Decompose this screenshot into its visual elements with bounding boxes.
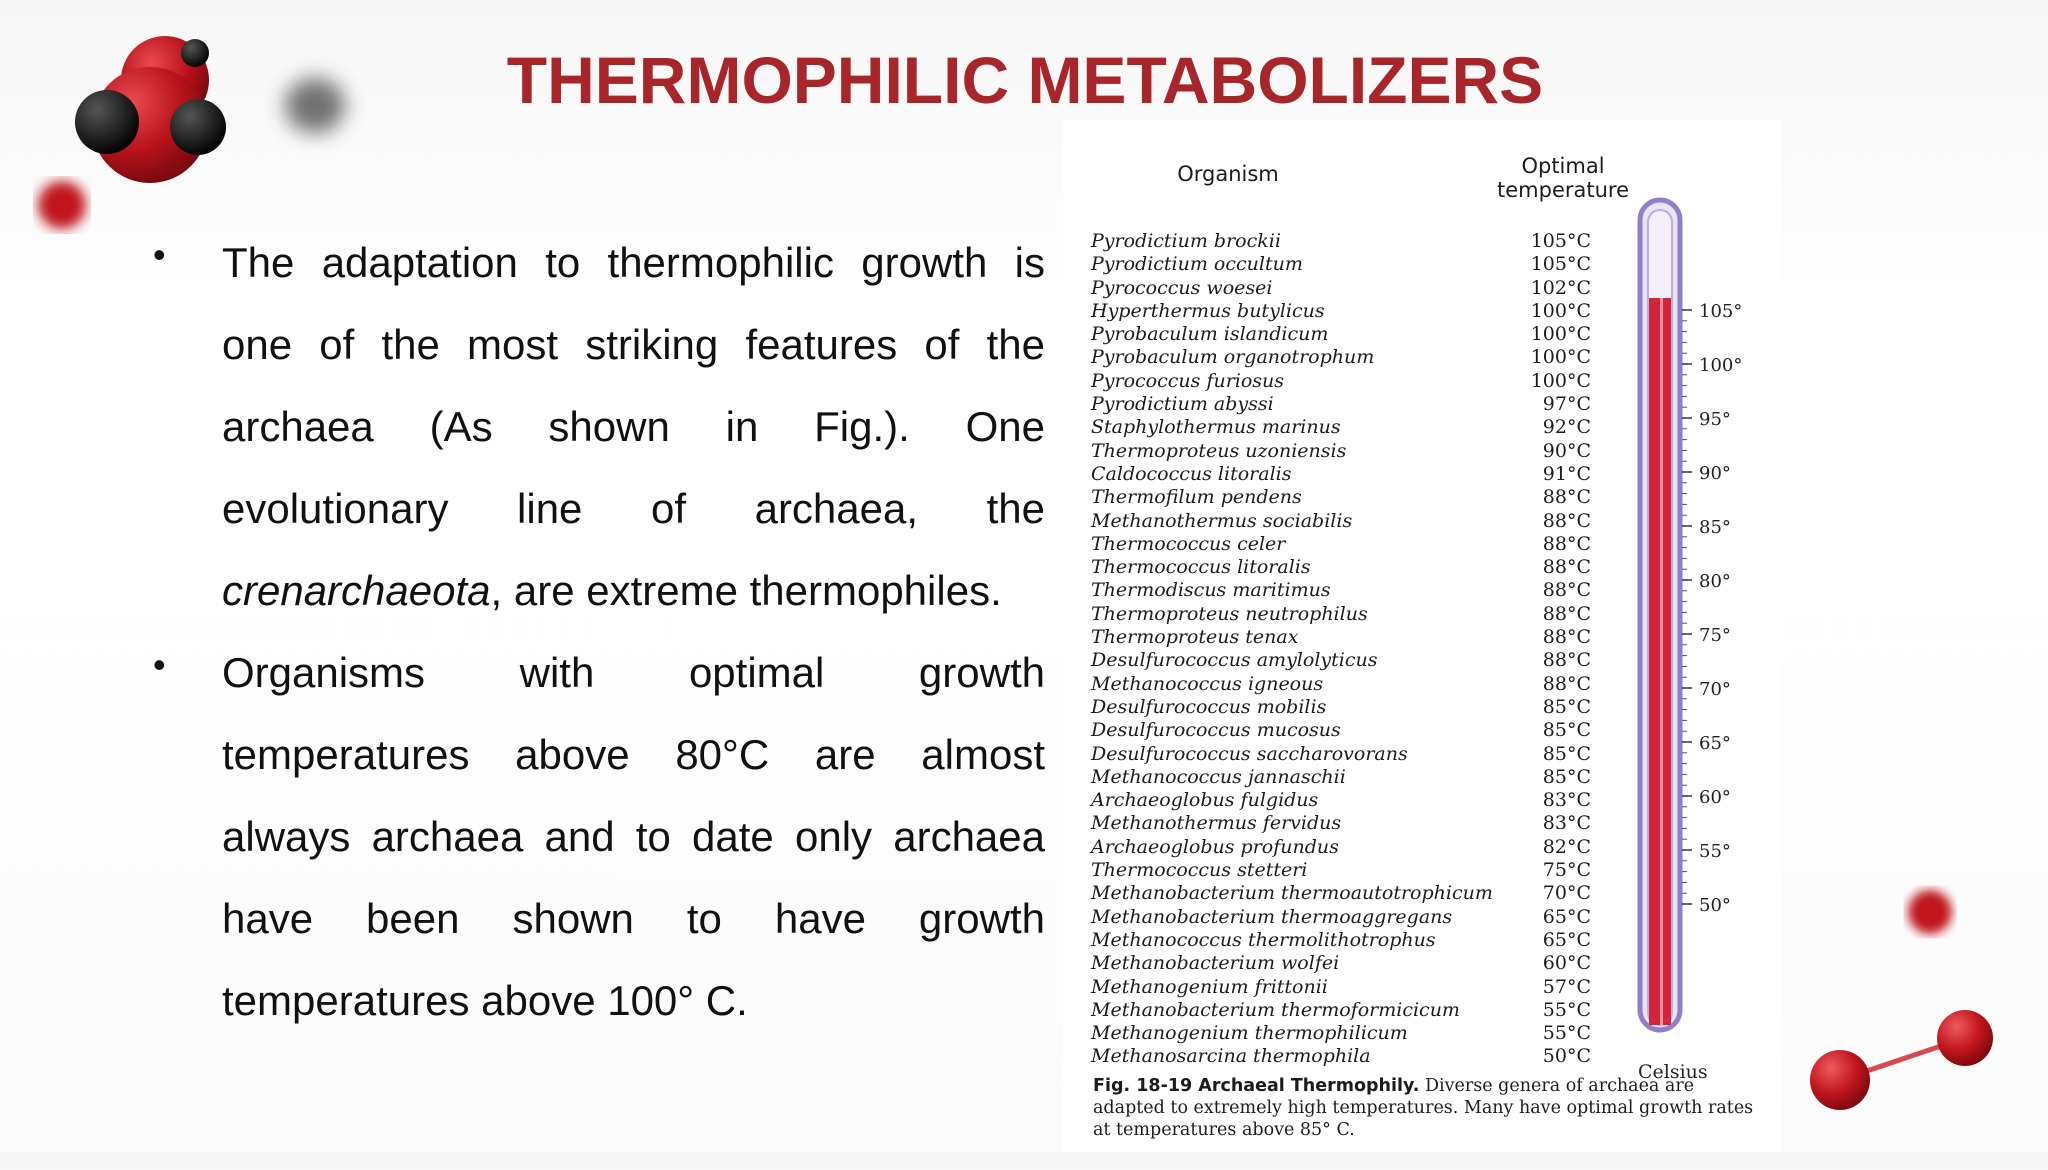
- temperature-header-line1: Optimal: [1521, 154, 1605, 178]
- organism-name: Thermofilum pendens: [1091, 486, 1302, 509]
- organism-row: [1091, 1045, 1591, 1068]
- organism-name: Thermococcus stetteri: [1091, 859, 1308, 882]
- organism-temperature: 65°C: [1542, 905, 1591, 928]
- organism-temperature: 85°C: [1542, 742, 1591, 765]
- bullet-item-2: [145, 632, 1045, 1042]
- organism-temperature: 88°C: [1542, 556, 1591, 579]
- organism-name: Caldococcus litoralis: [1091, 462, 1292, 485]
- thermometer-tick-label: 90°: [1699, 463, 1731, 484]
- organism-row: [1091, 673, 1591, 696]
- organism-temperature: 50°C: [1542, 1045, 1591, 1068]
- organism-name: Pyrobaculum organotrophum: [1091, 346, 1375, 369]
- organism-name: Methanobacterium thermoautotrophicum: [1091, 882, 1493, 905]
- organism-name: Methanogenium frittonii: [1091, 975, 1328, 998]
- organism-row: [1091, 929, 1591, 952]
- molecule-bottom-right-icon: [1780, 860, 2048, 1152]
- thermometer-tick-label: 60°: [1699, 787, 1731, 808]
- organism-name: Methanobacterium wolfei: [1091, 952, 1340, 975]
- thermometer-tick-label: 105°: [1699, 301, 1743, 322]
- thermometer-tick-label: 65°: [1699, 733, 1731, 754]
- organism-row: [1091, 346, 1591, 369]
- organism-name: Methanococcus igneous: [1091, 672, 1324, 695]
- organism-temperature: 88°C: [1542, 486, 1591, 509]
- organism-temperature: 85°C: [1542, 765, 1591, 788]
- organism-temperature: 100°C: [1530, 299, 1591, 322]
- organism-row: [1091, 463, 1591, 486]
- organism-name: Desulfurococcus mobilis: [1091, 695, 1327, 718]
- thermometer-tick-label: 85°: [1699, 517, 1731, 538]
- caption-text: Diverse genera of archaea are adapted to extremely high temperatures. Many have optimal growth rates at temperatures above 85° C.: [1093, 1076, 1754, 1140]
- bullet-marker: •: [153, 644, 166, 685]
- organism-row: [1091, 626, 1591, 649]
- thermometer-tick-label: 75°: [1699, 625, 1731, 646]
- organism-row: [1091, 789, 1591, 812]
- organism-temperature: 100°C: [1530, 323, 1591, 346]
- organism-temperature: 83°C: [1542, 812, 1591, 835]
- organism-row: [1091, 1022, 1591, 1045]
- organism-name: Methanosarcina thermophila: [1091, 1045, 1371, 1068]
- organism-row: [1091, 253, 1591, 276]
- bullet-text-part: The adaptation to thermophilic growth is one of the most striking features of the archaea (As shown in Fig.). One evolutionary line of archaea, the: [222, 239, 1045, 532]
- bullet-item-1: [145, 222, 1045, 632]
- organism-name: Methanococcus jannaschii: [1091, 765, 1346, 788]
- organism-name: Methanococcus thermolithotrophus: [1091, 928, 1436, 951]
- organism-row: [1091, 370, 1591, 393]
- organism-temperature: 88°C: [1542, 672, 1591, 695]
- organism-row: [1091, 976, 1591, 999]
- temperature-header-line2: temperature: [1497, 178, 1629, 202]
- organism-row: [1091, 393, 1591, 416]
- organism-temperature: 75°C: [1542, 859, 1591, 882]
- organism-name: Methanobacterium thermoformicicum: [1091, 998, 1460, 1021]
- organism-name: Pyrobaculum islandicum: [1091, 323, 1329, 346]
- thermophily-figure: [1063, 120, 1781, 1152]
- molecule-decoration-bottom-right: [1780, 860, 2048, 1152]
- organism-row: [1091, 952, 1591, 975]
- organism-row: [1091, 440, 1591, 463]
- organism-name: Methanobacterium thermoaggregans: [1091, 905, 1453, 928]
- organism-name: Archaeoglobus fulgidus: [1091, 789, 1319, 812]
- molecule-top-left-icon: [0, 0, 260, 240]
- organism-row: [1091, 579, 1591, 602]
- organism-name: Methanothermus fervidus: [1091, 812, 1342, 835]
- organism-row: [1091, 277, 1591, 300]
- thermometer-highlight: [1660, 298, 1663, 1025]
- bullet-text: [222, 222, 1045, 632]
- organism-row: [1091, 812, 1591, 835]
- organism-row: [1091, 719, 1591, 742]
- bullet-list: [145, 222, 1045, 1042]
- bullet-text-italic: crenarchaeota: [222, 567, 491, 614]
- organism-list: [1091, 230, 1591, 1069]
- organism-temperature: 97°C: [1542, 393, 1591, 416]
- organism-name: Pyrococcus furiosus: [1091, 369, 1285, 392]
- bullet-text-part: Organisms with optimal growth temperatures above 80°C are almost always archaea and to date only archaea have been shown to have growth temperatures above 100° C.: [222, 649, 1045, 1024]
- organism-row: [1091, 999, 1591, 1022]
- organism-name: Hyperthermus butylicus: [1091, 299, 1325, 322]
- bullet-marker: •: [153, 234, 166, 275]
- organism-name: Pyrodictium brockii: [1091, 230, 1281, 252]
- organism-row: [1091, 882, 1591, 905]
- blurred-dot-decoration: [285, 78, 345, 133]
- organism-temperature: 88°C: [1542, 509, 1591, 532]
- bullet-text-part: , are extreme thermophiles.: [490, 567, 1002, 614]
- organism-temperature: 92°C: [1542, 416, 1591, 439]
- organism-temperature: 65°C: [1542, 928, 1591, 951]
- organism-name: Pyrodictium occultum: [1091, 253, 1303, 276]
- figure-caption: [1093, 1075, 1763, 1141]
- organism-row: [1091, 556, 1591, 579]
- organism-row: [1091, 696, 1591, 719]
- organism-name: Thermodiscus maritimus: [1091, 579, 1331, 602]
- organism-row: [1091, 486, 1591, 509]
- organism-row: [1091, 859, 1591, 882]
- organism-name: Staphylothermus marinus: [1091, 416, 1341, 439]
- organism-temperature: 100°C: [1530, 369, 1591, 392]
- slide-title: THERMOPHILIC METABOLIZERS: [506, 43, 1544, 117]
- thermometer-tick-label: 55°: [1699, 841, 1731, 862]
- organism-row: [1091, 510, 1591, 533]
- organism-temperature: 60°C: [1542, 952, 1591, 975]
- organism-column-header: Organism: [1177, 162, 1279, 186]
- organism-temperature: 88°C: [1542, 649, 1591, 672]
- organism-temperature: 70°C: [1542, 882, 1591, 905]
- organism-name: Thermoproteus uzoniensis: [1091, 439, 1347, 462]
- organism-temperature: 88°C: [1542, 602, 1591, 625]
- thermometer-tick-label: 95°: [1699, 409, 1731, 430]
- organism-temperature: 85°C: [1542, 719, 1591, 742]
- temperature-column-header: [1483, 154, 1643, 202]
- organism-row: [1091, 743, 1591, 766]
- caption-label: Fig. 18-19 Archaeal Thermophily.: [1093, 1076, 1420, 1096]
- organism-row: [1091, 766, 1591, 789]
- organism-name: Thermococcus celer: [1091, 532, 1286, 555]
- organism-row: [1091, 300, 1591, 323]
- organism-temperature: 100°C: [1530, 346, 1591, 369]
- organism-name: Thermoproteus neutrophilus: [1091, 602, 1368, 625]
- thermometer-tick-label: 50°: [1699, 895, 1731, 916]
- thermometer-tick-label: 100°: [1699, 355, 1743, 376]
- organism-temperature: 105°C: [1530, 230, 1591, 252]
- organism-name: Pyrodictium abyssi: [1091, 393, 1274, 416]
- bullet-text: [222, 632, 1045, 1042]
- thermometer-icon: [1624, 180, 1754, 1170]
- organism-name: Thermoproteus tenax: [1091, 626, 1299, 649]
- organism-name: Desulfurococcus mucosus: [1091, 719, 1341, 742]
- organism-name: Desulfurococcus saccharovorans: [1091, 742, 1408, 765]
- organism-row: [1091, 906, 1591, 929]
- organism-temperature: 88°C: [1542, 579, 1591, 602]
- organism-name: Thermococcus litoralis: [1091, 556, 1311, 579]
- molecule-decoration: [0, 0, 260, 240]
- organism-temperature: 88°C: [1542, 626, 1591, 649]
- organism-row: [1091, 323, 1591, 346]
- organism-temperature: 82°C: [1542, 835, 1591, 858]
- organism-temperature: 88°C: [1542, 532, 1591, 555]
- organism-temperature: 57°C: [1542, 975, 1591, 998]
- organism-name: Pyrococcus woesei: [1091, 276, 1273, 299]
- organism-row: [1091, 230, 1591, 253]
- organism-name: Methanogenium thermophilicum: [1091, 1022, 1408, 1045]
- organism-name: Archaeoglobus profundus: [1091, 835, 1339, 858]
- organism-temperature: 55°C: [1542, 1022, 1591, 1045]
- organism-row: [1091, 603, 1591, 626]
- thermometer-tick-label: 80°: [1699, 571, 1731, 592]
- organism-row: [1091, 533, 1591, 556]
- organism-temperature: 105°C: [1530, 253, 1591, 276]
- organism-row: [1091, 836, 1591, 859]
- organism-name: Methanothermus sociabilis: [1091, 509, 1353, 532]
- organism-temperature: 91°C: [1542, 462, 1591, 485]
- organism-temperature: 55°C: [1542, 998, 1591, 1021]
- organism-temperature: 83°C: [1542, 789, 1591, 812]
- organism-row: [1091, 649, 1591, 672]
- organism-temperature: 102°C: [1530, 276, 1591, 299]
- organism-temperature: 90°C: [1542, 439, 1591, 462]
- thermometer-tick-label: 70°: [1699, 679, 1731, 700]
- organism-name: Desulfurococcus amylolyticus: [1091, 649, 1378, 672]
- organism-temperature: 85°C: [1542, 695, 1591, 718]
- organism-row: [1091, 416, 1591, 439]
- thermometer-unit-label: Celsius: [1638, 1061, 1708, 1083]
